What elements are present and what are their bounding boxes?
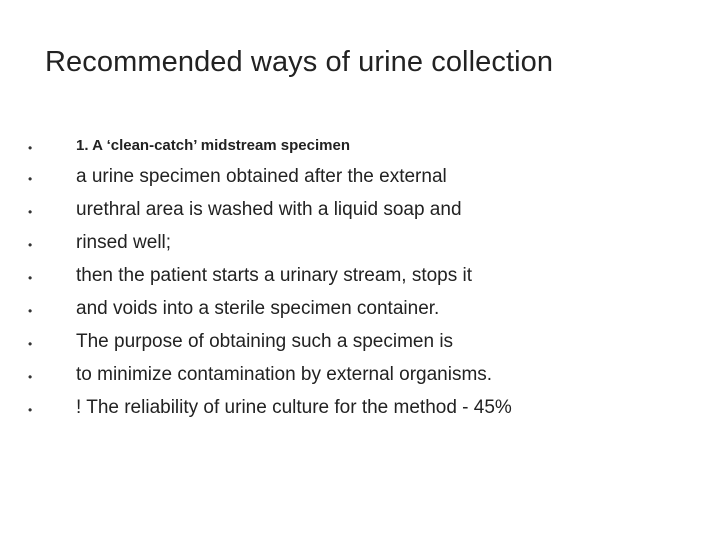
bullet-text: 1. A ‘clean-catch’ midstream specimen [76,137,351,154]
slide-title: Recommended ways of urine collection [45,46,554,78]
bullet-dot-icon: • [28,205,33,219]
bullet-dot-icon: • [28,238,33,252]
bullet-item-heading [28,137,698,167]
bullet-item [28,298,698,328]
bullet-text: ! The reliability of urine culture for the method - 45% [76,397,512,418]
bullet-item [28,364,698,394]
bullet-text: a urine specimen obtained after the external [76,166,447,187]
bullet-text: The purpose of obtaining such a specimen is [76,331,454,352]
bullet-item [28,166,698,196]
bullet-item [28,232,698,262]
bullet-text: then the patient starts a urinary stream, stops it [76,265,473,286]
bullet-dot-icon: • [28,141,33,155]
bullet-dot-icon: • [28,370,33,384]
bullet-text: urethral area is washed with a liquid soap and [76,199,462,220]
bullet-text: and voids into a sterile specimen container. [76,298,440,319]
bullet-text: rinsed well; [76,232,172,253]
bullet-item [28,397,698,427]
bullet-dot-icon: • [28,403,33,417]
bullet-item [28,199,698,229]
bullet-dot-icon: • [28,337,33,351]
bullet-dot-icon: • [28,172,33,186]
bullet-dot-icon: • [28,304,33,318]
bullet-dot-icon: • [28,271,33,285]
bullet-item [28,331,698,361]
bullet-item [28,265,698,295]
bullet-text: to minimize contamination by external organisms. [76,364,493,385]
